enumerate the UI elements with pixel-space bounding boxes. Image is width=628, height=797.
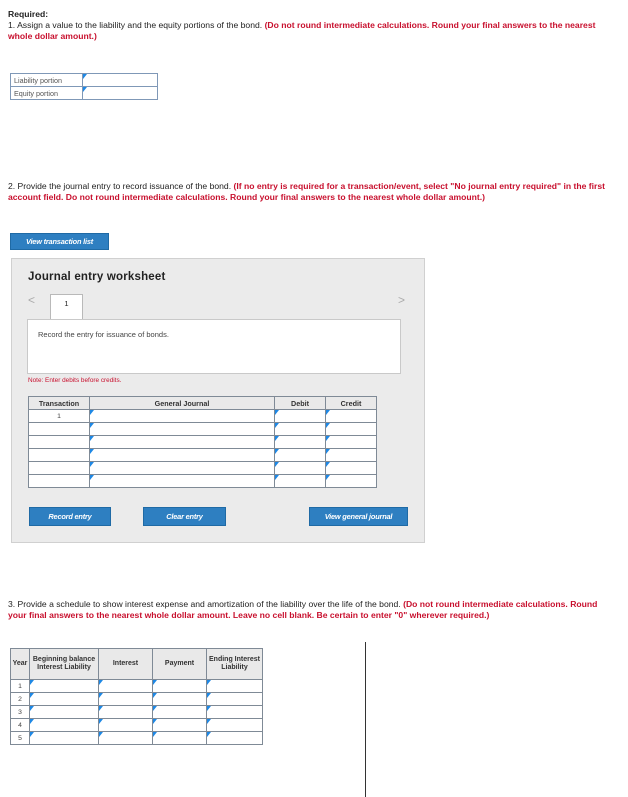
year-cell: 4 xyxy=(11,719,30,732)
table-row xyxy=(11,706,263,719)
question-2 xyxy=(8,181,608,202)
payment-input[interactable] xyxy=(153,719,207,732)
transaction-cell xyxy=(29,462,90,475)
interest-input[interactable] xyxy=(99,732,153,745)
table-row xyxy=(29,410,377,423)
journal-header-row xyxy=(29,397,377,410)
account-select[interactable] xyxy=(90,423,275,436)
account-select[interactable] xyxy=(90,410,275,423)
required-heading: Required: xyxy=(8,9,49,19)
table-row xyxy=(29,449,377,462)
transaction-cell: 1 xyxy=(29,410,90,423)
question-3 xyxy=(8,599,613,620)
account-select[interactable] xyxy=(90,449,275,462)
divider-line xyxy=(365,642,366,797)
credit-input[interactable] xyxy=(326,423,377,436)
interest-input[interactable] xyxy=(99,693,153,706)
amortization-schedule-table xyxy=(10,648,263,745)
question-1-text: 1. Assign a value to the liability and the equity portions of the bond. xyxy=(8,20,263,30)
table-row xyxy=(29,423,377,436)
debit-input[interactable] xyxy=(275,423,326,436)
debit-input[interactable] xyxy=(275,449,326,462)
interest-input[interactable] xyxy=(99,719,153,732)
table-row xyxy=(29,436,377,449)
debit-input[interactable] xyxy=(275,410,326,423)
debit-header: Debit xyxy=(275,397,326,410)
account-select[interactable] xyxy=(90,462,275,475)
question-2-text: 2. Provide the journal entry to record issuance of the bond. xyxy=(8,181,232,191)
beginning-balance-input[interactable] xyxy=(30,680,99,693)
payment-input[interactable] xyxy=(153,706,207,719)
beginning-balance-header: Beginning balance Interest Liability xyxy=(30,649,99,680)
table-row xyxy=(11,87,158,100)
interest-input[interactable] xyxy=(99,706,153,719)
debit-input[interactable] xyxy=(275,462,326,475)
view-transaction-list-button[interactable]: View transaction list xyxy=(10,233,109,250)
year-cell: 5 xyxy=(11,732,30,745)
debit-input[interactable] xyxy=(275,475,326,488)
liability-portion-input[interactable] xyxy=(83,74,158,87)
schedule-header-row xyxy=(11,649,263,680)
prev-arrow-icon[interactable]: < xyxy=(28,293,36,307)
ending-liability-header: Ending Interest Liability xyxy=(207,649,263,680)
worksheet-title: Journal entry worksheet xyxy=(28,271,166,283)
transaction-header: Transaction xyxy=(29,397,90,410)
question-2-instructions: (If no entry is required for a transaction/event, select "No journal entry required" in the first account field. Do not round intermediate calculations. Round your final answers to the nearest whole dollar amount.) xyxy=(8,181,606,202)
next-arrow-icon[interactable]: > xyxy=(398,293,406,307)
ending-liability-input[interactable] xyxy=(207,706,263,719)
record-entry-button[interactable]: Record entry xyxy=(29,507,111,526)
ending-liability-input[interactable] xyxy=(207,693,263,706)
payment-input[interactable] xyxy=(153,680,207,693)
liability-portion-label: Liability portion xyxy=(11,74,83,87)
beginning-balance-input[interactable] xyxy=(30,719,99,732)
interest-input[interactable] xyxy=(99,680,153,693)
question-3-instructions: (Do not round intermediate calculations. Round your final answers to the nearest whole dollar amount. Leave no cell blank. Be certain to enter "0" wherever required.) xyxy=(8,599,598,620)
credit-input[interactable] xyxy=(326,410,377,423)
entry-instruction-box xyxy=(27,319,401,374)
view-general-journal-button[interactable]: View general journal xyxy=(309,507,408,526)
transaction-cell xyxy=(29,423,90,436)
transaction-cell xyxy=(29,475,90,488)
table-row xyxy=(29,462,377,475)
equity-portion-input[interactable] xyxy=(83,87,158,100)
beginning-balance-input[interactable] xyxy=(30,693,99,706)
journal-table xyxy=(28,396,377,488)
table-row xyxy=(11,719,263,732)
tab-1[interactable]: 1 xyxy=(50,294,83,319)
ending-liability-input[interactable] xyxy=(207,680,263,693)
question-1-instructions: (Do not round intermediate calculations. Round your final answers to the nearest whole dollar amount.) xyxy=(8,20,596,41)
credit-input[interactable] xyxy=(326,436,377,449)
payment-header: Payment xyxy=(153,649,207,680)
year-cell: 2 xyxy=(11,693,30,706)
clear-entry-button[interactable]: Clear entry xyxy=(143,507,226,526)
equity-portion-label: Equity portion xyxy=(11,87,83,100)
debit-input[interactable] xyxy=(275,436,326,449)
payment-input[interactable] xyxy=(153,732,207,745)
year-cell: 1 xyxy=(11,680,30,693)
part1-table xyxy=(10,73,158,100)
question-3-text: 3. Provide a schedule to show interest expense and amortization of the liability over the life of the bond. xyxy=(8,599,401,609)
table-row xyxy=(29,475,377,488)
ending-liability-input[interactable] xyxy=(207,732,263,745)
credit-input[interactable] xyxy=(326,475,377,488)
interest-header: Interest xyxy=(99,649,153,680)
table-row xyxy=(11,732,263,745)
credit-input[interactable] xyxy=(326,449,377,462)
table-row xyxy=(11,74,158,87)
account-select[interactable] xyxy=(90,475,275,488)
question-1 xyxy=(8,20,608,41)
table-row xyxy=(11,680,263,693)
year-header: Year xyxy=(11,649,30,680)
year-cell: 3 xyxy=(11,706,30,719)
beginning-balance-input[interactable] xyxy=(30,706,99,719)
entry-instruction-text: Record the entry for issuance of bonds. xyxy=(38,330,169,339)
account-select[interactable] xyxy=(90,436,275,449)
journal-entry-worksheet-panel xyxy=(11,258,425,543)
transaction-cell xyxy=(29,436,90,449)
general-journal-header: General Journal xyxy=(90,397,275,410)
payment-input[interactable] xyxy=(153,693,207,706)
credit-header: Credit xyxy=(326,397,377,410)
table-row xyxy=(11,693,263,706)
ending-liability-input[interactable] xyxy=(207,719,263,732)
beginning-balance-input[interactable] xyxy=(30,732,99,745)
transaction-cell xyxy=(29,449,90,462)
credit-input[interactable] xyxy=(326,462,377,475)
debits-credits-note: Note: Enter debits before credits. xyxy=(28,377,122,384)
